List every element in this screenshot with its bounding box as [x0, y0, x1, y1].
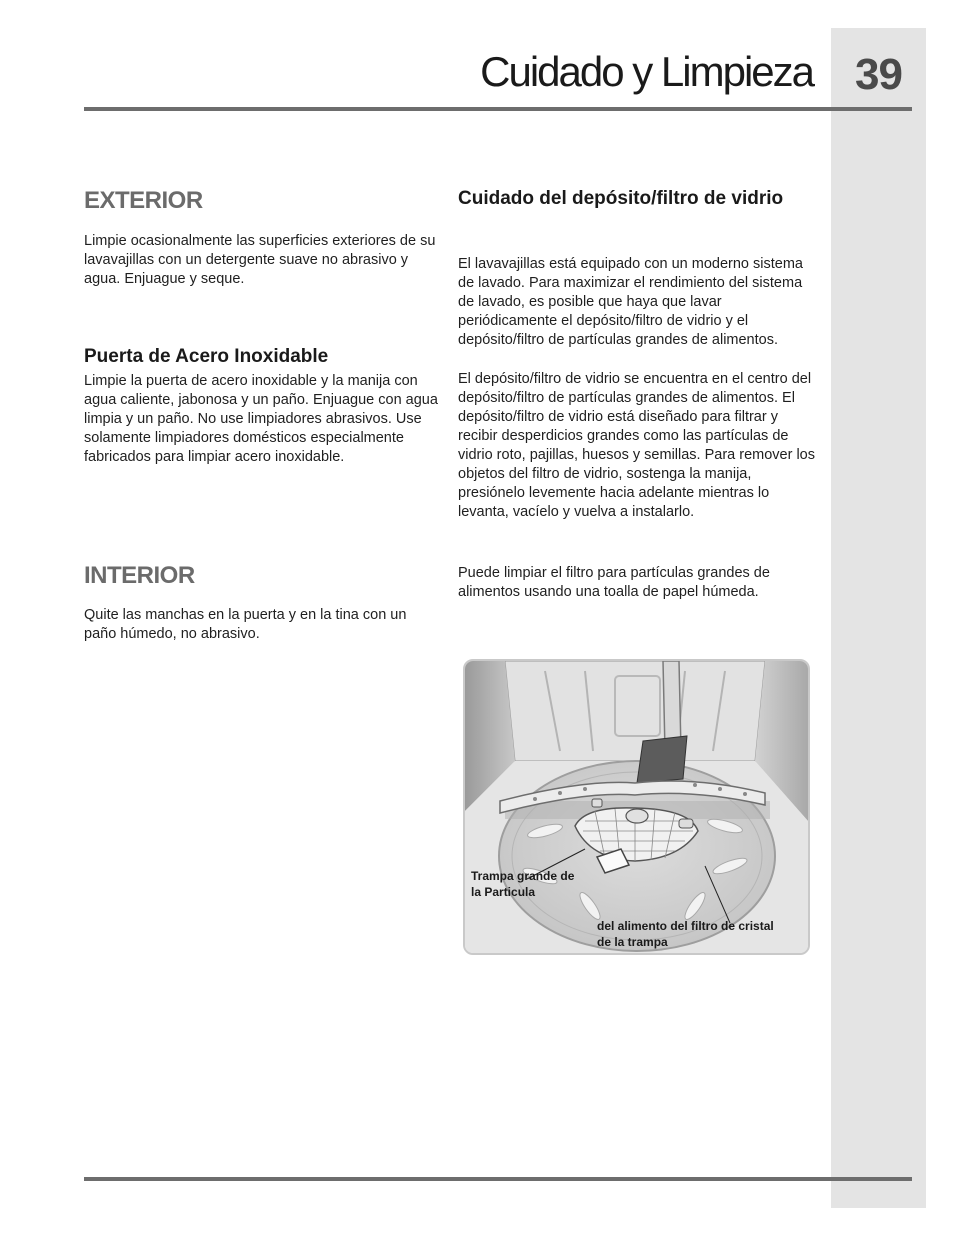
caption-right-line-2: de la trampa [597, 935, 668, 949]
filter-paragraph-2: El depósito/filtro de vidrio se encuentra en el centro del depósito/filtro de partículas grandes de alimentos. El depósito/filtro de vidrio está diseñado para filtrar y recibir desperdicios grandes como las partículas de vidrio roto, pajillas, huesos y semillas. Para remover los objetos del filtro de vidrio, sostenga la manija, presiónelo levemente hacia adelante mientras lo levanta, vacíelo y vuelva a instalarlo. [458, 371, 815, 520]
caption-right-line-1: del alimento del filtro de cristal [597, 919, 774, 933]
caption-glass-trap [597, 918, 774, 950]
filter-illustration [463, 659, 810, 955]
page-title: Cuidado y Limpieza [480, 48, 813, 95]
filter-paragraph-1: El lavavajillas está equipado con un moderno sistema de lavado. Para maximizar el rendimiento del sistema de lavado, es posible que haya que lavar periódicamente el depósito/filtro de vidrio y el depósito/filtro de partículas grandes de alimentos. [458, 256, 803, 348]
page-number: 39 [855, 50, 902, 99]
dishwasher-tub-drawing [465, 661, 808, 953]
header-rule [84, 107, 912, 111]
exterior-text: Limpie ocasionalmente las superficies exteriores de su lavavajillas con un detergente suave no abrasivo y agua. Enjuague y seque. [84, 233, 436, 287]
interior-text: Quite las manchas en la puerta y en la tina con un paño húmedo, no abrasivo. [84, 607, 407, 642]
exterior-heading: EXTERIOR [84, 187, 203, 214]
caption-left-line-1: Trampa grande de [471, 869, 575, 883]
page-sidebar [831, 28, 926, 1208]
footer-rule [84, 1177, 912, 1181]
caption-left-line-2: la Particula [471, 885, 536, 899]
interior-heading: INTERIOR [84, 562, 195, 589]
door-heading: Puerta de Acero Inoxidable [84, 346, 329, 367]
filter-heading: Cuidado del depósito/filtro de vidrio [458, 188, 784, 209]
door-text: Limpie la puerta de acero inoxidable y la manija con agua caliente, jabonosa y un paño. Enjuague con agua limpia y un paño. No use limpiadores abrasivos. Use solamente limpiadores domésticos especialmente fabricados para limpiar acero inoxidable. [84, 373, 438, 465]
filter-paragraph-3: Puede limpiar el filtro para partículas grandes de alimentos usando una toalla de papel húmeda. [458, 565, 770, 600]
caption-large-particle-trap [471, 868, 574, 900]
